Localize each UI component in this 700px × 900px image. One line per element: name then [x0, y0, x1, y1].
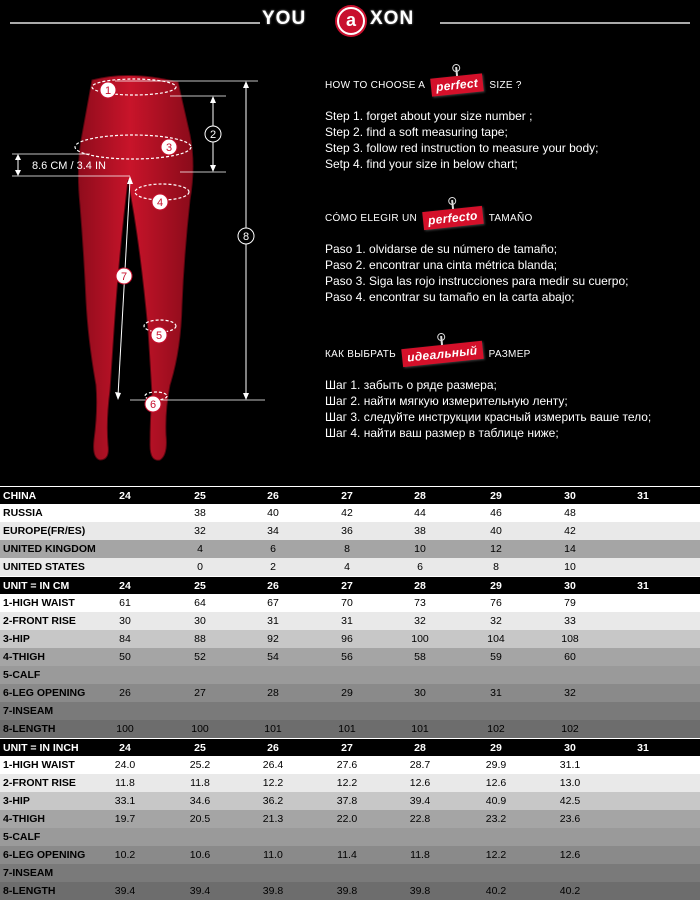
- table-cell: 12: [490, 543, 502, 555]
- table-row: [0, 504, 700, 522]
- steps-list: [325, 377, 695, 441]
- table-cell: 33.1: [114, 795, 136, 807]
- table-cell: 27: [194, 687, 206, 699]
- table-cell: 11.4: [337, 849, 357, 861]
- table-cell: 32: [414, 615, 426, 627]
- table-cell: 42: [564, 525, 576, 537]
- table-cell: 30: [119, 615, 131, 627]
- row-label: 1-HIGH WAIST: [3, 759, 75, 771]
- svg-text:3: 3: [165, 142, 173, 154]
- table-row: [0, 810, 700, 828]
- row-label: UNIT = IN INCH: [3, 741, 79, 754]
- table-cell: 32: [564, 687, 576, 699]
- table-cell: 101: [338, 723, 356, 735]
- table-cell: 6: [417, 561, 423, 573]
- table-header-row: [0, 738, 700, 756]
- table-cell: 22.0: [336, 813, 358, 825]
- table-cell: 10: [564, 561, 576, 573]
- table-row: [0, 522, 700, 540]
- table-cell: 25: [194, 579, 206, 592]
- table-cell: 2: [270, 561, 276, 573]
- table-cell: 10: [414, 543, 426, 555]
- table-cell: 39.8: [409, 885, 431, 897]
- table-cell: 11.8: [410, 849, 430, 861]
- svg-text:6: 6: [149, 399, 157, 411]
- table-cell: 23.6: [559, 813, 581, 825]
- table-cell: 40.9: [485, 795, 507, 807]
- table-cell: 39.8: [336, 885, 358, 897]
- heading-text: РАЗМЕР: [488, 348, 531, 360]
- step-item: Step 1. forget about your size number ;: [325, 109, 533, 123]
- table-row: [0, 828, 700, 846]
- heading-text: SIZE ?: [489, 79, 522, 91]
- table-cell: 24: [119, 489, 131, 502]
- brand-header: [0, 0, 700, 40]
- table-cell: 59: [490, 651, 502, 663]
- table-cell: 92: [267, 633, 279, 645]
- instructions-heading: [325, 76, 695, 94]
- step-item: Step 3. follow red instruction to measure your body;: [325, 141, 599, 155]
- heading-text: CÓMO ELEGIR UN: [325, 212, 417, 224]
- step-item: Шаг 1. забыть о ряде размера;: [325, 378, 497, 392]
- table-cell: 39.4: [189, 885, 211, 897]
- table-cell: 11.8: [115, 777, 135, 789]
- step-item: Setp 4. find your size in below chart;: [325, 157, 518, 171]
- table-cell: 33: [564, 615, 576, 627]
- step-item: Шаг 4. найти ваш размер в таблице ниже;: [325, 426, 559, 440]
- table-cell: 36.2: [262, 795, 284, 807]
- table-cell: 26: [267, 741, 279, 754]
- row-label: 3-HIP: [3, 633, 30, 645]
- table-cell: 42.5: [559, 795, 581, 807]
- row-label: UNIT = IN CM: [3, 579, 70, 592]
- step-item: Paso 3. Siga las rojo instrucciones para medir su cuerpo;: [325, 274, 629, 288]
- table-cell: 44: [414, 507, 426, 519]
- svg-text:1: 1: [104, 85, 112, 97]
- steps-list: [325, 108, 695, 172]
- step-item: Paso 2. encontrar una cinta métrica blanda;: [325, 258, 558, 272]
- table-cell: 28: [267, 687, 279, 699]
- table-cell: 100: [116, 723, 134, 735]
- header-rule-left: [10, 22, 260, 24]
- table-row: [0, 882, 700, 900]
- table-cell: 40: [267, 507, 279, 519]
- table-cell: 31: [341, 615, 353, 627]
- table-cell: 22.8: [409, 813, 431, 825]
- row-label: 8-LENGTH: [3, 723, 56, 735]
- table-row: [0, 864, 700, 882]
- table-cell: 21.3: [262, 813, 284, 825]
- brand-logo-icon: a: [337, 7, 365, 35]
- table-cell: 32: [490, 615, 502, 627]
- table-cell: 108: [561, 633, 579, 645]
- idealny-tag: идеальный: [401, 341, 483, 367]
- table-cell: 4: [197, 543, 203, 555]
- table-cell: 24: [119, 741, 131, 754]
- table-cell: 12.2: [485, 849, 507, 861]
- table-cell: 48: [564, 507, 576, 519]
- table-cell: 40.2: [559, 885, 581, 897]
- table-cell: 26.4: [262, 759, 284, 771]
- table-cell: 29: [341, 687, 353, 699]
- row-label: UNITED KINGDOM: [3, 543, 96, 555]
- table-row: [0, 846, 700, 864]
- table-cell: 100: [191, 723, 209, 735]
- table-cell: 50: [119, 651, 131, 663]
- brand-name-right: XON: [370, 8, 415, 29]
- table-cell: 31: [637, 741, 649, 754]
- perfect-tag: perfect: [430, 73, 484, 96]
- table-cell: 25: [194, 489, 206, 502]
- leggings-measurement-diagram: [0, 40, 300, 480]
- step-item: Шаг 3. следуйте инструкции красный измерить ваше тело;: [325, 410, 652, 424]
- instructions-heading: [325, 209, 695, 227]
- svg-text:7: 7: [120, 271, 128, 283]
- row-label: 4-THIGH: [3, 651, 45, 663]
- table-cell: 31: [267, 615, 279, 627]
- table-cell: 76: [490, 597, 502, 609]
- table-cell: 102: [487, 723, 505, 735]
- cm-measurements-table: [0, 576, 700, 738]
- size-conversion-table: [0, 486, 700, 576]
- table-row: [0, 756, 700, 774]
- instructions-english: [325, 76, 695, 172]
- table-cell: 24.0: [114, 759, 136, 771]
- row-label: 1-HIGH WAIST: [3, 597, 75, 609]
- table-row: [0, 774, 700, 792]
- table-cell: 31: [637, 579, 649, 592]
- marker-8-icon: [238, 228, 254, 244]
- marker-6-icon: [145, 396, 161, 412]
- table-cell: 40.2: [485, 885, 507, 897]
- row-label: 2-FRONT RISE: [3, 777, 76, 789]
- row-label: 7-INSEAM: [3, 867, 54, 879]
- table-cell: 36: [341, 525, 353, 537]
- table-row: [0, 666, 700, 684]
- table-cell: 46: [490, 507, 502, 519]
- table-cell: 12.6: [559, 849, 581, 861]
- table-header-row: [0, 486, 700, 504]
- table-header-row: [0, 576, 700, 594]
- row-label: UNITED STATES: [3, 561, 85, 573]
- table-cell: 102: [561, 723, 579, 735]
- row-label: 5-CALF: [3, 669, 41, 681]
- table-cell: 27: [341, 741, 353, 754]
- row-label: 6-LEG OPENING: [3, 849, 86, 861]
- table-cell: 67: [267, 597, 279, 609]
- marker-4-icon: [152, 194, 168, 210]
- table-cell: 32: [194, 525, 206, 537]
- table-cell: 104: [487, 633, 505, 645]
- table-cell: 14: [564, 543, 576, 555]
- table-cell: 100: [411, 633, 429, 645]
- table-cell: 31: [490, 687, 502, 699]
- marker-7-icon: [116, 268, 132, 284]
- row-label: 6-LEG OPENING: [3, 687, 86, 699]
- svg-text:5: 5: [155, 330, 163, 342]
- table-cell: 38: [194, 507, 206, 519]
- table-cell: 31.1: [559, 759, 581, 771]
- svg-text:2: 2: [209, 129, 217, 141]
- table-row: [0, 558, 700, 576]
- table-cell: 34: [267, 525, 279, 537]
- row-label: EUROPE(FR/ES): [3, 525, 86, 537]
- table-cell: 25: [194, 741, 206, 754]
- heading-text: TAMAÑO: [488, 212, 533, 224]
- step-item: Шаг 2. найти мягкую измерительную ленту;: [325, 394, 568, 408]
- table-cell: 54: [267, 651, 279, 663]
- header-rule-right: [440, 22, 690, 24]
- steps-list: [325, 241, 695, 305]
- row-label: 4-THIGH: [3, 813, 45, 825]
- table-cell: 73: [414, 597, 426, 609]
- table-cell: 0: [197, 561, 203, 573]
- table-cell: 101: [264, 723, 282, 735]
- instructions-russian: [325, 345, 695, 441]
- table-cell: 30: [564, 489, 576, 502]
- table-cell: 28: [414, 579, 426, 592]
- table-cell: 24: [119, 579, 131, 592]
- table-cell: 8: [344, 543, 350, 555]
- svg-text:8: 8: [242, 231, 250, 243]
- step-item: Paso 1. olvidarse de su número de tamaño;: [325, 242, 558, 256]
- table-cell: 12.2: [262, 777, 284, 789]
- inch-measurements-table: [0, 738, 700, 900]
- perfecto-tag: perfecto: [422, 206, 483, 230]
- table-cell: 39.8: [262, 885, 284, 897]
- table-cell: 34.6: [189, 795, 211, 807]
- table-cell: 37.8: [336, 795, 358, 807]
- table-cell: 56: [341, 651, 353, 663]
- table-cell: 11.8: [190, 777, 210, 789]
- table-cell: 27.6: [336, 759, 358, 771]
- marker-5-icon: [151, 327, 167, 343]
- table-row: [0, 792, 700, 810]
- row-label: CHINA: [3, 489, 37, 502]
- table-row: [0, 630, 700, 648]
- table-cell: 6: [270, 543, 276, 555]
- table-row: [0, 720, 700, 738]
- brand-name-left: YOU: [262, 8, 307, 29]
- row-label: 5-CALF: [3, 831, 41, 843]
- heading-text: КАК ВЫБРАТЬ: [325, 348, 397, 360]
- marker-1-icon: [100, 82, 116, 98]
- table-cell: 30: [564, 579, 576, 592]
- instructions-spanish: [325, 209, 695, 305]
- table-cell: 19.7: [114, 813, 136, 825]
- table-row: [0, 594, 700, 612]
- table-cell: 20.5: [189, 813, 211, 825]
- row-label: RUSSIA: [3, 507, 43, 519]
- table-cell: 96: [341, 633, 353, 645]
- table-cell: 28.7: [409, 759, 431, 771]
- table-cell: 39.4: [409, 795, 431, 807]
- table-cell: 12.6: [485, 777, 507, 789]
- table-row: [0, 702, 700, 720]
- row-label: 7-INSEAM: [3, 705, 54, 717]
- table-cell: 42: [341, 507, 353, 519]
- table-cell: 31: [637, 489, 649, 502]
- table-cell: 39.4: [114, 885, 136, 897]
- table-cell: 28: [414, 489, 426, 502]
- table-cell: 101: [411, 723, 429, 735]
- table-row: [0, 612, 700, 630]
- table-cell: 26: [267, 489, 279, 502]
- table-cell: 11.0: [263, 849, 283, 861]
- row-label: 2-FRONT RISE: [3, 615, 76, 627]
- table-cell: 13.0: [559, 777, 581, 789]
- table-cell: 29: [490, 741, 502, 754]
- table-row: [0, 540, 700, 558]
- table-cell: 27: [341, 489, 353, 502]
- table-cell: 29.9: [485, 759, 507, 771]
- table-cell: 52: [194, 651, 206, 663]
- table-cell: 60: [564, 651, 576, 663]
- table-cell: 10.6: [189, 849, 211, 861]
- table-cell: 26: [119, 687, 131, 699]
- row-label: 3-HIP: [3, 795, 30, 807]
- marker-3-icon: [161, 139, 177, 155]
- table-cell: 23.2: [485, 813, 507, 825]
- front-rise-offset-label: 8.6 CM / 3.4 IN: [32, 160, 106, 172]
- marker-2-icon: [205, 126, 221, 142]
- table-cell: 64: [194, 597, 206, 609]
- table-cell: 4: [344, 561, 350, 573]
- row-label: 8-LENGTH: [3, 885, 56, 897]
- instructions-heading: [325, 345, 695, 363]
- table-cell: 61: [119, 597, 131, 609]
- table-cell: 29: [490, 489, 502, 502]
- table-cell: 29: [490, 579, 502, 592]
- table-cell: 28: [414, 741, 426, 754]
- table-cell: 25.2: [189, 759, 211, 771]
- table-cell: 40: [490, 525, 502, 537]
- table-cell: 30: [564, 741, 576, 754]
- table-cell: 10.2: [114, 849, 136, 861]
- table-row: [0, 684, 700, 702]
- table-cell: 70: [341, 597, 353, 609]
- table-cell: 12.2: [336, 777, 358, 789]
- step-item: Paso 4. encontrar su tamaño en la carta abajo;: [325, 290, 575, 304]
- table-cell: 8: [493, 561, 499, 573]
- table-cell: 30: [414, 687, 426, 699]
- table-cell: 26: [267, 579, 279, 592]
- table-cell: 38: [414, 525, 426, 537]
- table-cell: 84: [119, 633, 131, 645]
- step-item: Step 2. find a soft measuring tape;: [325, 125, 508, 139]
- table-row: [0, 648, 700, 666]
- table-cell: 79: [564, 597, 576, 609]
- table-cell: 88: [194, 633, 206, 645]
- table-cell: 58: [414, 651, 426, 663]
- table-cell: 30: [194, 615, 206, 627]
- table-cell: 27: [341, 579, 353, 592]
- leggings-shape: [78, 75, 193, 460]
- heading-text: HOW TO CHOOSE A: [325, 79, 426, 91]
- svg-text:4: 4: [156, 197, 164, 209]
- table-cell: 12.6: [409, 777, 431, 789]
